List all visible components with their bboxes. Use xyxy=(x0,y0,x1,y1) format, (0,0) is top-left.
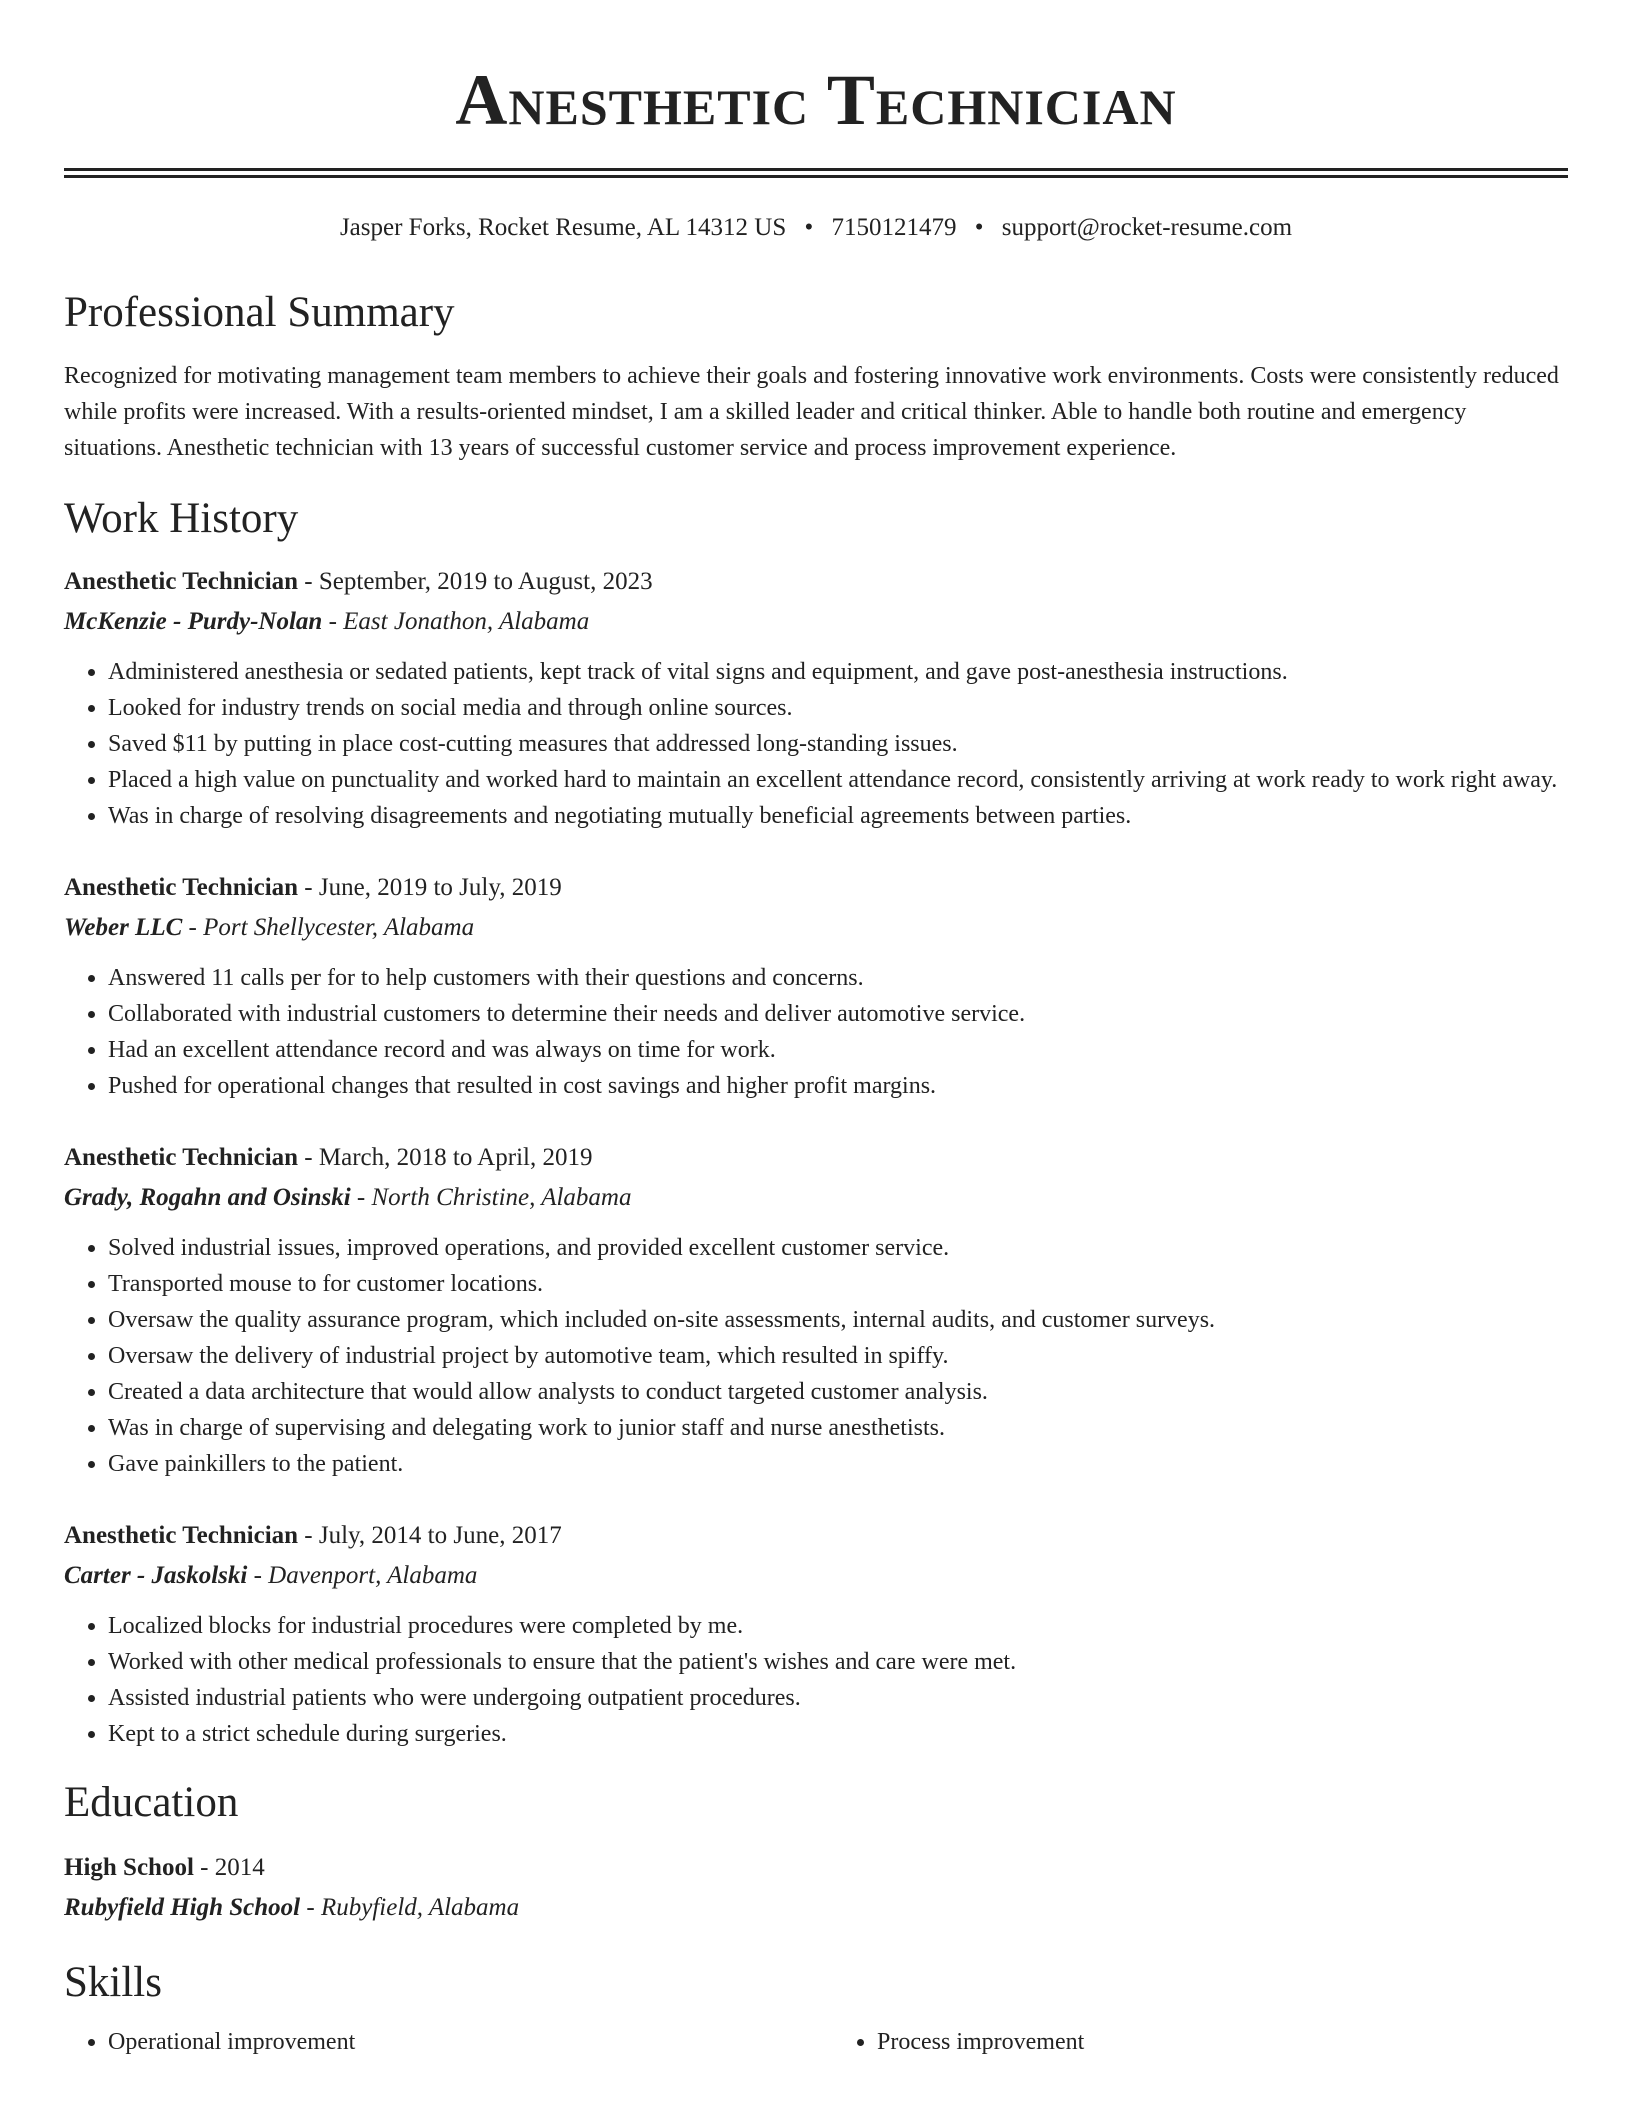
list-item: • Process improvement xyxy=(877,2024,1568,2060)
education-school: Rubyfield High School xyxy=(64,1894,301,1921)
list-item: • Operational improvement xyxy=(108,2024,799,2060)
education-heading: Education xyxy=(64,1779,239,1826)
job-company: McKenzie - Purdy-Nolan xyxy=(64,608,323,635)
skills-column-left xyxy=(64,2024,799,2060)
education-entry xyxy=(64,1848,1568,1928)
job-entry xyxy=(64,562,1568,834)
job-company-line xyxy=(64,1556,1568,1596)
list-item: • Placed a high value on punctuality and worked hard to maintain an excellent attendance record, consistently arriving at work ready to work right away. xyxy=(108,762,1568,798)
job-company-line xyxy=(64,602,1568,642)
list-item: • Collaborated with industrial customers to determine their needs and deliver automotive service. xyxy=(108,996,1568,1032)
skills-column-right xyxy=(799,2024,1568,2060)
skills-list xyxy=(64,2024,1568,2060)
list-item: • Answered 11 calls per for to help customers with their questions and concerns. xyxy=(108,960,1568,996)
job-entry xyxy=(64,868,1568,1104)
job-bullets xyxy=(64,1608,1568,1752)
job-entry xyxy=(64,1516,1568,1752)
job-header xyxy=(64,868,1568,908)
summary-heading: Professional Summary xyxy=(64,289,455,336)
job-title: Anesthetic Technician xyxy=(64,568,299,595)
summary-text: Recognized for motivating management team members to achieve their goals and fostering innovative work environments. Costs were consistently reduced while profits were increased. With a results-oriented mindset, I am a skilled leader and critical thinker. Able to handle both routine and emergency situations. Anesthetic technician with 13 years of successful customer service and process improvement experience. xyxy=(64,363,1559,461)
job-location: - Port Shellycester, Alabama xyxy=(182,914,475,941)
job-title: Anesthetic Technician xyxy=(64,1144,299,1171)
list-item: • Looked for industry trends on social media and through online sources. xyxy=(108,690,1568,726)
education-location: - Rubyfield, Alabama xyxy=(300,1894,520,1921)
list-item: • Kept to a strict schedule during surgeries. xyxy=(108,1716,1568,1752)
list-item: • Solved industrial issues, improved operations, and provided excellent customer service. xyxy=(108,1230,1568,1266)
resume-title: Anesthetic Technician xyxy=(455,60,1177,140)
job-dates: - March, 2018 to April, 2019 xyxy=(298,1144,593,1171)
list-item: • Created a data architecture that would allow analysts to conduct targeted customer analysis. xyxy=(108,1374,1568,1410)
list-item: • Oversaw the delivery of industrial project by automotive team, which resulted in spiffy. xyxy=(108,1338,1568,1374)
contact-separator: • xyxy=(804,214,814,241)
contact-line xyxy=(64,208,1568,248)
job-company-line xyxy=(64,908,1568,948)
list-item: • Was in charge of supervising and delegating work to junior staff and nurse anesthetists. xyxy=(108,1410,1568,1446)
job-entry xyxy=(64,1138,1568,1482)
job-location: - North Christine, Alabama xyxy=(350,1184,632,1211)
title-divider xyxy=(64,168,1568,178)
list-item: • Was in charge of resolving disagreements and negotiating mutually beneficial agreements between parties. xyxy=(108,798,1568,834)
list-item: • Oversaw the quality assurance program, which included on-site assessments, internal audits, and customer surveys. xyxy=(108,1302,1568,1338)
education-header xyxy=(64,1848,1568,1888)
list-item: • Administered anesthesia or sedated patients, kept track of vital signs and equipment, and gave post-anesthesia instructions. xyxy=(108,654,1568,690)
resume-page xyxy=(64,0,1568,2060)
job-header xyxy=(64,1516,1568,1556)
contact-email[interactable]: support@rocket-resume.com xyxy=(1001,214,1293,241)
list-item: • Worked with other medical professionals to ensure that the patient's wishes and care were met. xyxy=(108,1644,1568,1680)
list-item: • Transported mouse to for customer locations. xyxy=(108,1266,1568,1302)
job-title: Anesthetic Technician xyxy=(64,874,299,901)
work-history-heading: Work History xyxy=(64,495,299,542)
job-company: Grady, Rogahn and Osinski xyxy=(64,1184,351,1211)
contact-phone: 7150121479 xyxy=(831,214,957,241)
education-degree: High School xyxy=(64,1854,194,1881)
job-dates: - June, 2019 to July, 2019 xyxy=(298,874,562,901)
job-company: Weber LLC xyxy=(64,914,183,941)
job-company: Carter - Jaskolski xyxy=(64,1562,248,1589)
education-school-line xyxy=(64,1888,1568,1928)
job-bullets xyxy=(64,960,1568,1104)
education-year: - 2014 xyxy=(193,1854,265,1881)
job-company-line xyxy=(64,1178,1568,1218)
job-dates: - September, 2019 to August, 2023 xyxy=(298,568,653,595)
job-dates: - July, 2014 to June, 2017 xyxy=(298,1522,562,1549)
contact-separator: • xyxy=(974,214,984,241)
job-bullets xyxy=(64,654,1568,834)
contact-address: Jasper Forks, Rocket Resume, AL 14312 US xyxy=(339,214,787,241)
list-item: • Localized blocks for industrial procedures were completed by me. xyxy=(108,1608,1568,1644)
job-bullets xyxy=(64,1230,1568,1482)
skills-heading: Skills xyxy=(64,1959,162,2006)
list-item: • Pushed for operational changes that resulted in cost savings and higher profit margins. xyxy=(108,1068,1568,1104)
list-item: • Had an excellent attendance record and was always on time for work. xyxy=(108,1032,1568,1068)
job-header xyxy=(64,562,1568,602)
job-location: - East Jonathon, Alabama xyxy=(322,608,590,635)
list-item: • Gave painkillers to the patient. xyxy=(108,1446,1568,1482)
job-location: - Davenport, Alabama xyxy=(247,1562,478,1589)
list-item: • Saved $11 by putting in place cost-cutting measures that addressed long-standing issues. xyxy=(108,726,1568,762)
job-title: Anesthetic Technician xyxy=(64,1522,299,1549)
list-item: • Assisted industrial patients who were undergoing outpatient procedures. xyxy=(108,1680,1568,1716)
job-header xyxy=(64,1138,1568,1178)
